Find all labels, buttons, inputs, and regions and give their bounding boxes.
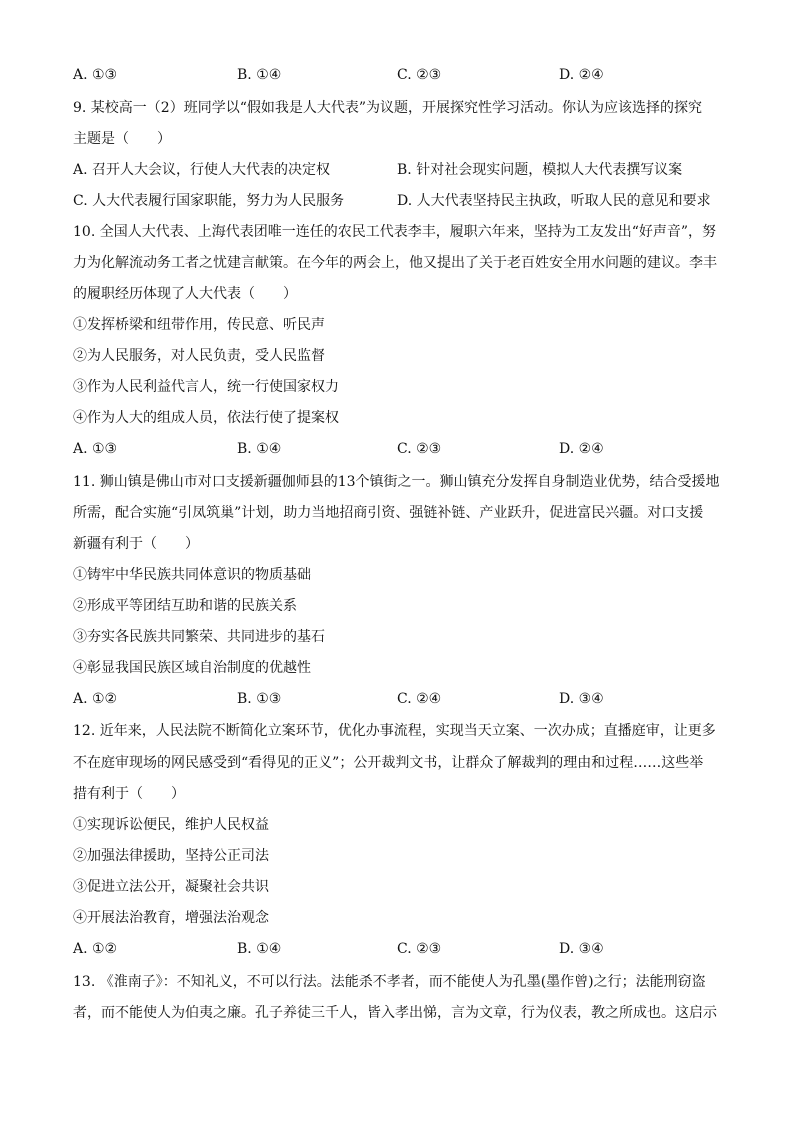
q8-option-d[interactable]: D. ②④ <box>559 67 604 83</box>
q9-options-row-2 <box>73 191 733 211</box>
q12-statement-1: ①实现诉讼便民，维护人民权益 <box>73 817 269 833</box>
q8-option-a[interactable]: A. ①③ <box>73 67 118 83</box>
q10-statement-3: ③作为人民利益代言人，统一行使国家权力 <box>73 379 339 395</box>
q12-stem-line-2: 不在庭审现场的网民感受到“看得见的正义”；公开裁判文书，让群众了解裁判的理由和过程……这些举 <box>73 755 704 771</box>
q12-option-a[interactable]: A. ①② <box>73 941 118 957</box>
q10-option-c[interactable]: C. ②③ <box>397 441 442 457</box>
q9-stem-line-2: 主题是（ ） <box>73 131 171 147</box>
q10-statement-1: ①发挥桥梁和纽带作用，传民意、听民声 <box>73 317 325 333</box>
q8-option-b[interactable]: B. ①④ <box>237 67 282 83</box>
q9-option-b[interactable]: B. 针对社会现实问题，模拟人大代表撰写议案 <box>397 162 683 178</box>
q13-stem-line-1: 13. 《淮南子》：不知礼义，不可以行法。法能杀不孝者，而不能使人为孔墨(墨作曾)之行；法能刑窃盗 <box>73 974 706 990</box>
q12-option-b[interactable]: B. ①④ <box>237 941 282 957</box>
q9-option-a[interactable]: A. 召开人大会议，行使人大代表的决定权 <box>73 162 331 178</box>
q10-statement-4: ④作为人大的组成人员，依法行使了提案权 <box>73 410 339 426</box>
q10-statement-2: ②为人民服务，对人民负责，受人民监督 <box>73 348 325 364</box>
q11-option-a[interactable]: A. ①② <box>73 691 118 707</box>
q9-option-c[interactable]: C. 人大代表履行国家职能，努力为人民服务 <box>73 193 345 209</box>
q10-option-b[interactable]: B. ①④ <box>237 441 282 457</box>
q13-stem-line-2: 者，而不能使人为伯夷之廉。孔子养徒三千人，皆入孝出悌，言为文章，行为仪表，教之所成也。这启示 <box>73 1005 717 1021</box>
q10-stem-line-3: 的履职经历体现了人大代表（ ） <box>73 286 297 302</box>
q12-option-d[interactable]: D. ③④ <box>559 941 604 957</box>
q10-option-a[interactable]: A. ①③ <box>73 441 118 457</box>
q12-options <box>73 939 733 959</box>
q11-option-d[interactable]: D. ③④ <box>559 691 604 707</box>
q12-option-c[interactable]: C. ②③ <box>397 941 442 957</box>
q11-stem-line-3: 新疆有利于（ ） <box>73 536 199 552</box>
q10-options <box>73 439 733 459</box>
q10-stem-line-1: 10. 全国人大代表、上海代表团唯一连任的农民工代表李丰，履职六年来，坚持为工友发出“好声音”，努 <box>73 224 717 240</box>
q11-option-b[interactable]: B. ①③ <box>237 691 282 707</box>
q11-statement-3: ③夯实各民族共同繁荣、共同进步的基石 <box>73 629 325 645</box>
q12-statement-2: ②加强法律援助，坚持公正司法 <box>73 848 269 864</box>
q9-option-d[interactable]: D. 人大代表坚持民主执政，听取人民的意见和要求 <box>397 193 711 209</box>
q9-stem-line-1: 9. 某校高一（2）班同学以“假如我是人大代表”为议题，开展探究性学习活动。你认为应该选择的探究 <box>73 100 703 116</box>
q12-statement-4: ④开展法治教育，增强法治观念 <box>73 910 269 926</box>
q12-stem-line-1: 12. 近年来，人民法院不断简化立案环节，优化办事流程，实现当天立案、一次办成；直播庭审，让更多 <box>73 723 716 739</box>
q11-options <box>73 689 733 709</box>
q11-statement-1: ①铸牢中华民族共同体意识的物质基础 <box>73 567 311 583</box>
q11-stem-line-2: 所需，配合实施“引凤筑巢”计划，助力当地招商引资、强链补链、产业跃升，促进富民兴疆。对口支援 <box>73 505 704 521</box>
q10-stem-line-2: 力为化解流动务工者之忧建言献策。在今年的两会上，他又提出了关于老百姓安全用水问题的建议。李丰 <box>73 255 717 271</box>
q11-statement-4: ④彰显我国民族区域自治制度的优越性 <box>73 660 311 676</box>
q12-stem-line-3: 措有利于（ ） <box>73 786 185 802</box>
q11-statement-2: ②形成平等团结互助和谐的民族关系 <box>73 598 297 614</box>
q11-stem-line-1: 11. 狮山镇是佛山市对口支援新疆伽师县的13个镇街之一。狮山镇充分发挥自身制造业优势，结合受援地 <box>73 474 720 490</box>
q12-statement-3: ③促进立法公开，凝聚社会共识 <box>73 879 269 895</box>
q8-options <box>73 65 733 85</box>
q9-options-row-1 <box>73 160 733 180</box>
q8-option-c[interactable]: C. ②③ <box>397 67 442 83</box>
q10-option-d[interactable]: D. ②④ <box>559 441 604 457</box>
q11-option-c[interactable]: C. ②④ <box>397 691 442 707</box>
